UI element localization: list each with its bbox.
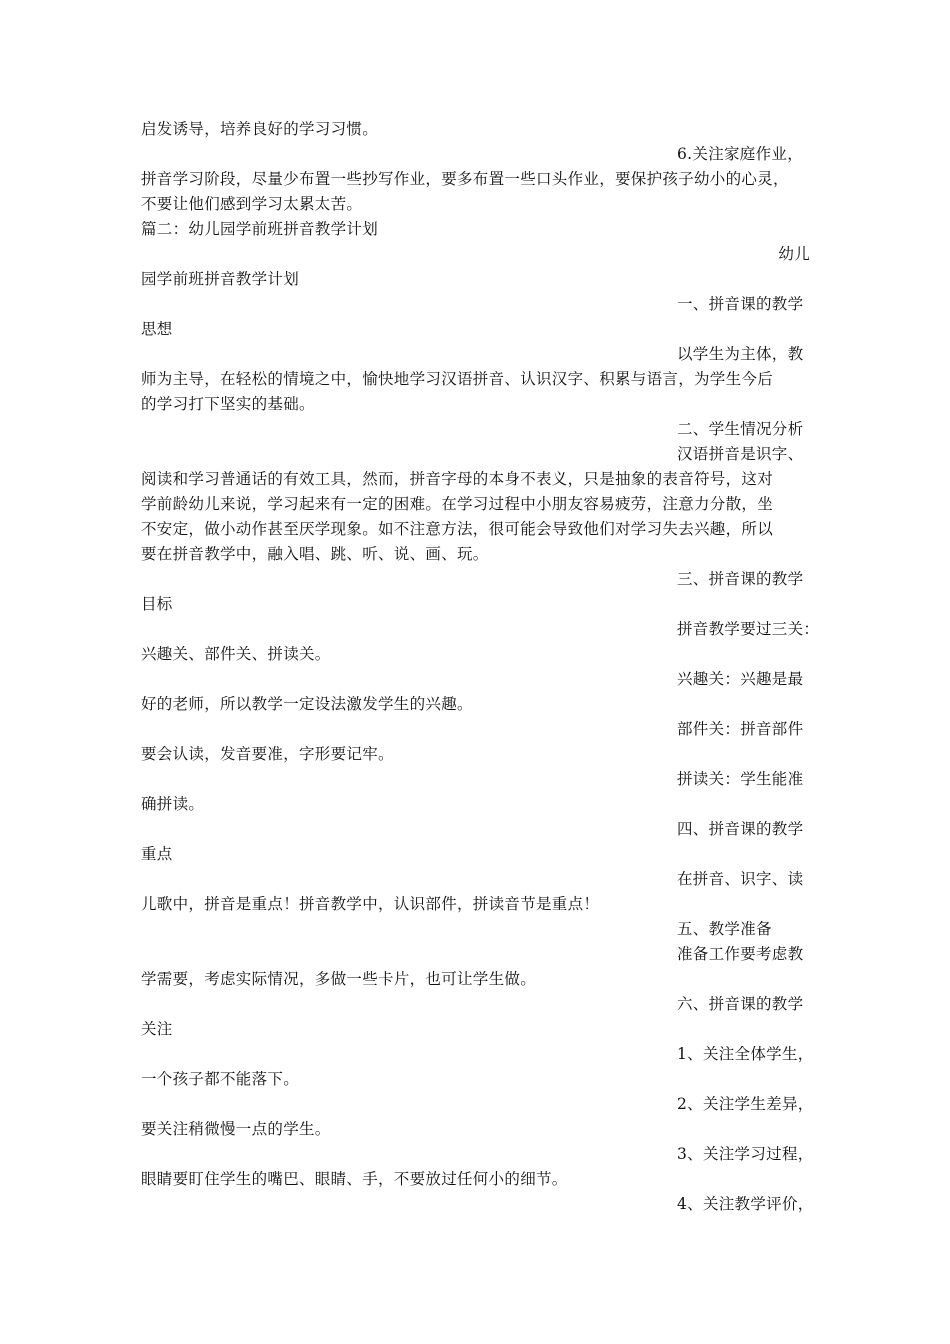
- text-line: 不安定，做小动作甚至厌学现象。如不注意方法，很可能会导致他们对学习失去兴趣，所以: [141, 520, 774, 538]
- text-line: 眼睛要盯住学生的嘴巴、眼睛、手，不要放过任何小的细节。: [141, 1170, 568, 1188]
- list-item: 4、关注教学评价，: [677, 1195, 814, 1213]
- text-line: 汉语拼音是识字、: [677, 445, 804, 463]
- text-line: 阅读和学习普通话的有效工具，然而，拼音字母的本身不表义，只是抽象的表音符号，这对: [141, 470, 774, 488]
- text-line: 在拼音、识字、读: [677, 870, 804, 888]
- text-line: 兴趣关、部件关、拼读关。: [141, 645, 331, 663]
- text-line: 一个孩子都不能落下。: [141, 1070, 300, 1088]
- list-item: 1、关注全体学生，: [677, 1045, 814, 1063]
- list-item: 2、关注学生差异，: [677, 1095, 814, 1113]
- text-line: 兴趣关：兴趣是最: [677, 670, 804, 688]
- text-line: 部件关：拼音部件: [677, 720, 804, 738]
- text-line: 幼儿: [778, 245, 810, 263]
- text-line: 目标: [141, 595, 173, 613]
- text-line: 不要让他们感到学习太累太苦。: [141, 195, 363, 213]
- section-heading: 一、拼音课的教学: [677, 295, 804, 313]
- text-line: 启发诱导，培养良好的学习习惯。: [141, 120, 379, 138]
- text-line: 学前龄幼儿来说，学习起来有一定的困难。在学习过程中小朋友容易疲劳，注意力分散，坐: [141, 495, 774, 513]
- text-line: 拼音教学要过三关：: [677, 620, 820, 638]
- text-line: 要关注稍微慢一点的学生。: [141, 1120, 331, 1138]
- section-heading: 五、教学准备: [677, 920, 772, 938]
- text-line: 要会认读，发音要准，字形要记牢。: [141, 745, 394, 763]
- text-line: 师为主导，在轻松的情境之中，愉快地学习汉语拼音、认识汉字、积累与语言，为学生今后: [141, 370, 774, 388]
- text-line: 好的老师，所以教学一定设法激发学生的兴趣。: [141, 695, 473, 713]
- text-line: 6.关注家庭作业，: [677, 145, 803, 163]
- text-line: 重点: [141, 845, 173, 863]
- text-line: 关注: [141, 1020, 173, 1038]
- text-line: 以学生为主体，教: [677, 345, 804, 363]
- text-line: 学需要，考虑实际情况，多做一些卡片，也可让学生做。: [141, 970, 537, 988]
- text-line: 拼读关：学生能准: [677, 770, 804, 788]
- section-heading: 三、拼音课的教学: [677, 570, 804, 588]
- document-title: 园学前班拼音教学计划: [141, 270, 300, 288]
- section-heading: 二、学生情况分析: [677, 420, 804, 438]
- text-line: 准备工作要考虑教: [677, 945, 804, 963]
- section-heading: 六、拼音课的教学: [677, 995, 804, 1013]
- text-line: 拼音学习阶段，尽量少布置一些抄写作业，要多布置一些口头作业，要保护孩子幼小的心灵，: [141, 170, 789, 188]
- section-heading: 四、拼音课的教学: [677, 820, 804, 838]
- text-line: 儿歌中，拼音是重点！拼音教学中，认识部件，拼读音节是重点！: [141, 895, 600, 913]
- text-line: 要在拼音教学中，融入唱、跳、听、说、画、玩。: [141, 545, 489, 563]
- section-heading: 篇二：幼儿园学前班拼音教学计划: [141, 220, 379, 238]
- text-line: 的学习打下坚实的基础。: [141, 395, 315, 413]
- text-line: 思想: [141, 320, 173, 338]
- list-item: 3、关注学习过程，: [677, 1145, 814, 1163]
- text-line: 确拼读。: [141, 795, 205, 813]
